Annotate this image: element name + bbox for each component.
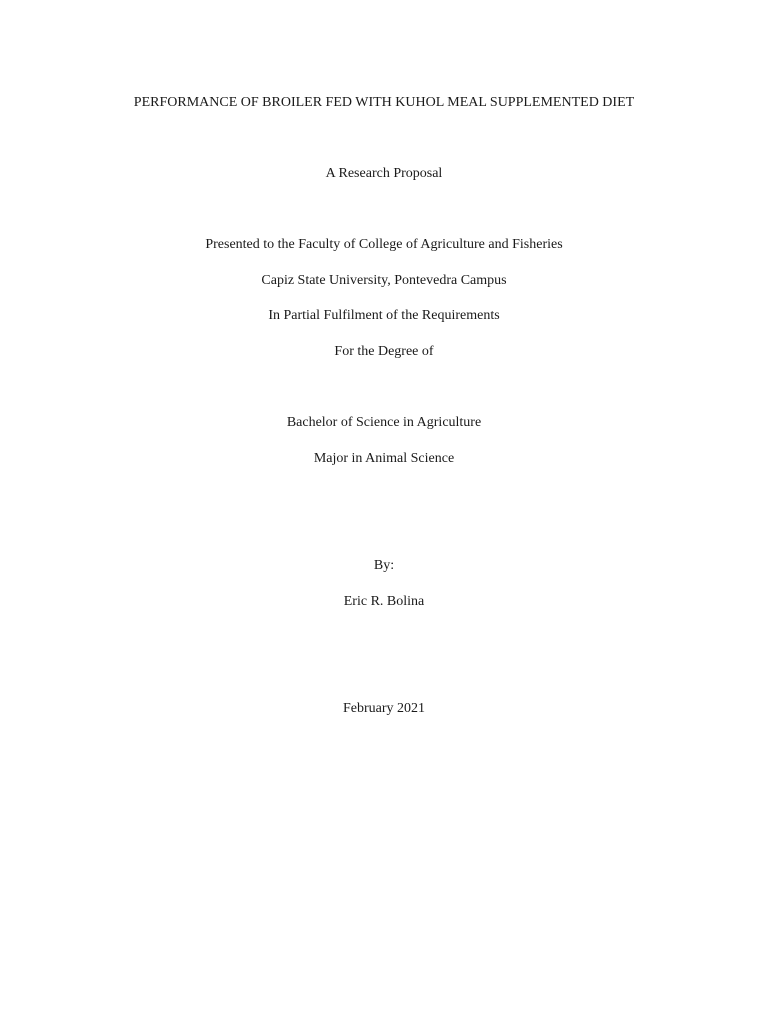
- presented-to-line: Presented to the Faculty of College of Agriculture and Fisheries: [205, 237, 563, 252]
- degree-intro-line: For the Degree of: [334, 344, 434, 359]
- university-line: Capiz State University, Pontevedra Campus: [261, 273, 507, 288]
- by-label: By:: [373, 558, 395, 573]
- document-title: PERFORMANCE OF BROILER FED WITH KUHOL MEAL SUPPLEMENTED DIET: [133, 95, 635, 110]
- degree-line: Bachelor of Science in Agriculture: [286, 415, 482, 430]
- document-subtitle: A Research Proposal: [325, 166, 443, 181]
- major-line: Major in Animal Science: [313, 451, 455, 466]
- partial-fulfilment-line: In Partial Fulfilment of the Requirements: [268, 308, 500, 323]
- author-name: Eric R. Bolina: [343, 594, 425, 609]
- document-date: February 2021: [342, 701, 426, 716]
